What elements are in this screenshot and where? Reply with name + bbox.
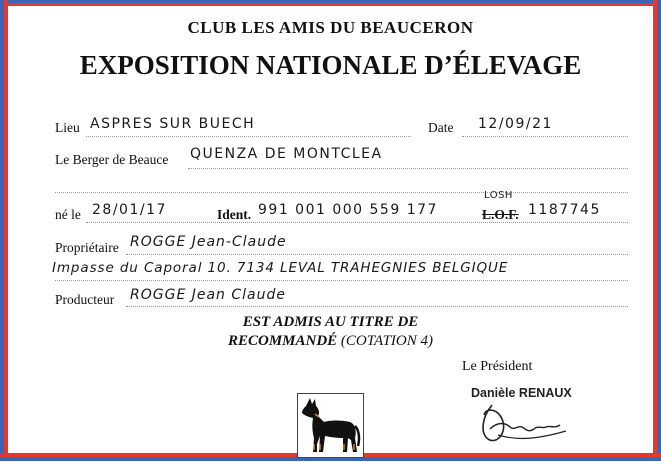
club-title: CLUB LES AMIS DU BEAUCERON [187, 18, 474, 37]
lof-value: 1187745 [528, 202, 601, 218]
producteur-value: ROGGE Jean Claude [130, 287, 287, 303]
producteur-line [126, 306, 628, 307]
proprietaire-value: ROGGE Jean-Claude [130, 234, 287, 250]
result-line-2 [0, 333, 661, 350]
border-top-red [0, 3, 661, 6]
proprietaire-label: Propriétaire [55, 240, 119, 255]
result-title: RECOMMANDÉ [227, 333, 338, 349]
blank-line [55, 192, 628, 193]
lieu-label: Lieu [55, 120, 80, 135]
berger-line [188, 168, 628, 169]
date-value: 12/09/21 [478, 116, 553, 132]
proprietaire-line [126, 254, 628, 255]
president-label: Le Président [462, 359, 533, 374]
adresse-line [55, 280, 628, 281]
ne-le-label: né le [55, 207, 81, 222]
date-line [462, 136, 628, 137]
lof-note: LOSH [484, 190, 513, 201]
producteur-label: Producteur [55, 292, 115, 307]
president-name: Danièle RENAUX [471, 386, 572, 400]
signature-icon [478, 395, 573, 445]
date-label: Date [428, 120, 454, 135]
berger-label: Le Berger de Beauce [55, 152, 169, 167]
lieu-line [86, 136, 411, 137]
ident-line [86, 222, 628, 223]
berger-value: QUENZA DE MONTCLEA [190, 146, 383, 162]
result-cotation: (COTATION 4) [340, 333, 434, 349]
ident-label: Ident. [217, 207, 252, 222]
lof-label: L.O.F. [482, 207, 519, 222]
adresse-value: Impasse du Caporal 10. 7134 LEVAL TRAHEGNIES BELGIQUE [52, 260, 509, 276]
ne-le-value: 28/01/17 [92, 202, 167, 218]
beauceron-logo [297, 393, 364, 458]
exhibition-title: EXPOSITION NATIONALE D’ÉLEVAGE [79, 50, 582, 80]
beauceron-dog-icon [298, 394, 363, 457]
result-line-1: EST ADMIS AU TITRE DE [242, 314, 419, 330]
ident-value: 991 001 000 559 177 [258, 202, 438, 218]
lieu-value: ASPRES SUR BUECH [90, 116, 256, 132]
